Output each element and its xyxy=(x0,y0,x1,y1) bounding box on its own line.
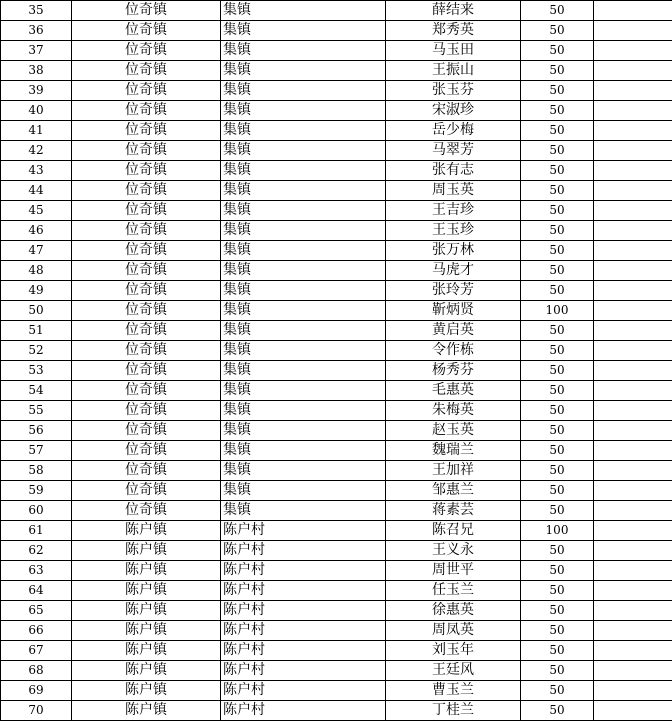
village-cell: 陈户村 xyxy=(221,541,386,561)
table-row xyxy=(1,321,672,341)
table-row xyxy=(1,421,672,441)
village-cell: 集镇 xyxy=(221,401,386,421)
table-row xyxy=(1,621,672,641)
name-cell: 张玉芬 xyxy=(386,81,521,101)
town-cell: 位奇镇 xyxy=(72,441,221,461)
town-cell: 位奇镇 xyxy=(72,181,221,201)
table-row xyxy=(1,141,672,161)
empty-cell xyxy=(594,401,672,421)
table-row xyxy=(1,301,672,321)
town-cell: 位奇镇 xyxy=(72,461,221,481)
town-cell: 陈户镇 xyxy=(72,601,221,621)
name-cell: 赵玉英 xyxy=(386,421,521,441)
amount-cell: 50 xyxy=(521,481,594,501)
empty-cell xyxy=(594,601,672,621)
name-cell: 王振山 xyxy=(386,61,521,81)
row-number-cell: 50 xyxy=(1,301,72,321)
row-number-cell: 56 xyxy=(1,421,72,441)
row-number-cell: 38 xyxy=(1,61,72,81)
empty-cell xyxy=(594,561,672,581)
table-row xyxy=(1,481,672,501)
amount-cell: 50 xyxy=(521,41,594,61)
amount-cell: 100 xyxy=(521,521,594,541)
town-cell: 位奇镇 xyxy=(72,221,221,241)
table-row xyxy=(1,181,672,201)
village-cell: 集镇 xyxy=(221,121,386,141)
town-cell: 位奇镇 xyxy=(72,1,221,21)
name-cell: 杨秀芬 xyxy=(386,361,521,381)
name-cell: 黄启英 xyxy=(386,321,521,341)
amount-cell: 50 xyxy=(521,261,594,281)
amount-cell: 50 xyxy=(521,701,594,721)
row-number-cell: 57 xyxy=(1,441,72,461)
village-cell: 集镇 xyxy=(221,461,386,481)
empty-cell xyxy=(594,421,672,441)
table-row xyxy=(1,101,672,121)
name-cell: 周凤英 xyxy=(386,621,521,641)
town-cell: 位奇镇 xyxy=(72,101,221,121)
village-cell: 集镇 xyxy=(221,501,386,521)
town-cell: 位奇镇 xyxy=(72,381,221,401)
town-cell: 陈户镇 xyxy=(72,541,221,561)
row-number-cell: 40 xyxy=(1,101,72,121)
name-cell: 任玉兰 xyxy=(386,581,521,601)
name-cell: 毛惠英 xyxy=(386,381,521,401)
row-number-cell: 65 xyxy=(1,601,72,621)
empty-cell xyxy=(594,641,672,661)
village-cell: 集镇 xyxy=(221,421,386,441)
village-cell: 集镇 xyxy=(221,361,386,381)
table-row xyxy=(1,521,672,541)
table-row xyxy=(1,341,672,361)
row-number-cell: 62 xyxy=(1,541,72,561)
empty-cell xyxy=(594,501,672,521)
name-cell: 王加祥 xyxy=(386,461,521,481)
row-number-cell: 47 xyxy=(1,241,72,261)
amount-cell: 50 xyxy=(521,401,594,421)
empty-cell xyxy=(594,661,672,681)
empty-cell xyxy=(594,701,672,721)
amount-cell: 50 xyxy=(521,561,594,581)
town-cell: 陈户镇 xyxy=(72,521,221,541)
town-cell: 陈户镇 xyxy=(72,561,221,581)
row-number-cell: 61 xyxy=(1,521,72,541)
row-number-cell: 58 xyxy=(1,461,72,481)
amount-cell: 50 xyxy=(521,21,594,41)
table-row xyxy=(1,581,672,601)
village-cell: 集镇 xyxy=(221,81,386,101)
amount-cell: 50 xyxy=(521,241,594,261)
village-cell: 集镇 xyxy=(221,261,386,281)
empty-cell xyxy=(594,81,672,101)
row-number-cell: 35 xyxy=(1,1,72,21)
empty-cell xyxy=(594,481,672,501)
town-cell: 位奇镇 xyxy=(72,241,221,261)
amount-cell: 50 xyxy=(521,61,594,81)
empty-cell xyxy=(594,621,672,641)
name-cell: 刘玉年 xyxy=(386,641,521,661)
amount-cell: 50 xyxy=(521,621,594,641)
row-number-cell: 52 xyxy=(1,341,72,361)
empty-cell xyxy=(594,141,672,161)
amount-cell: 50 xyxy=(521,461,594,481)
town-cell: 陈户镇 xyxy=(72,641,221,661)
village-cell: 陈户村 xyxy=(221,521,386,541)
empty-cell xyxy=(594,121,672,141)
village-cell: 陈户村 xyxy=(221,701,386,721)
row-number-cell: 60 xyxy=(1,501,72,521)
village-cell: 集镇 xyxy=(221,61,386,81)
table-row xyxy=(1,61,672,81)
village-cell: 集镇 xyxy=(221,21,386,41)
name-cell: 张有志 xyxy=(386,161,521,181)
empty-cell xyxy=(594,541,672,561)
row-number-cell: 41 xyxy=(1,121,72,141)
amount-cell: 50 xyxy=(521,441,594,461)
name-cell: 令作栋 xyxy=(386,341,521,361)
town-cell: 位奇镇 xyxy=(72,81,221,101)
amount-cell: 50 xyxy=(521,1,594,21)
town-cell: 位奇镇 xyxy=(72,41,221,61)
name-cell: 周世平 xyxy=(386,561,521,581)
name-cell: 郑秀英 xyxy=(386,21,521,41)
table-row xyxy=(1,501,672,521)
name-cell: 周玉英 xyxy=(386,181,521,201)
table-row xyxy=(1,241,672,261)
town-cell: 位奇镇 xyxy=(72,301,221,321)
village-cell: 陈户村 xyxy=(221,681,386,701)
village-cell: 陈户村 xyxy=(221,661,386,681)
row-number-cell: 46 xyxy=(1,221,72,241)
town-cell: 位奇镇 xyxy=(72,201,221,221)
row-number-cell: 37 xyxy=(1,41,72,61)
amount-cell: 50 xyxy=(521,321,594,341)
name-cell: 靳炳贤 xyxy=(386,301,521,321)
village-cell: 集镇 xyxy=(221,141,386,161)
empty-cell xyxy=(594,261,672,281)
row-number-cell: 51 xyxy=(1,321,72,341)
empty-cell xyxy=(594,41,672,61)
empty-cell xyxy=(594,241,672,261)
name-cell: 张玲芳 xyxy=(386,281,521,301)
name-cell: 王义永 xyxy=(386,541,521,561)
name-cell: 邹惠兰 xyxy=(386,481,521,501)
table-row xyxy=(1,281,672,301)
village-cell: 集镇 xyxy=(221,1,386,21)
empty-cell xyxy=(594,321,672,341)
town-cell: 陈户镇 xyxy=(72,701,221,721)
empty-cell xyxy=(594,301,672,321)
name-cell: 王玉珍 xyxy=(386,221,521,241)
amount-cell: 50 xyxy=(521,361,594,381)
amount-cell: 50 xyxy=(521,161,594,181)
table-row xyxy=(1,121,672,141)
town-cell: 位奇镇 xyxy=(72,61,221,81)
row-number-cell: 68 xyxy=(1,661,72,681)
name-cell: 马虎才 xyxy=(386,261,521,281)
town-cell: 位奇镇 xyxy=(72,481,221,501)
amount-cell: 50 xyxy=(521,181,594,201)
village-cell: 集镇 xyxy=(221,101,386,121)
row-number-cell: 59 xyxy=(1,481,72,501)
empty-cell xyxy=(594,581,672,601)
empty-cell xyxy=(594,201,672,221)
village-cell: 集镇 xyxy=(221,481,386,501)
row-number-cell: 67 xyxy=(1,641,72,661)
empty-cell xyxy=(594,681,672,701)
amount-cell: 50 xyxy=(521,341,594,361)
amount-cell: 50 xyxy=(521,541,594,561)
row-number-cell: 44 xyxy=(1,181,72,201)
table-row xyxy=(1,41,672,61)
row-number-cell: 69 xyxy=(1,681,72,701)
table-row xyxy=(1,201,672,221)
name-cell: 王廷风 xyxy=(386,661,521,681)
village-cell: 陈户村 xyxy=(221,621,386,641)
empty-cell xyxy=(594,61,672,81)
table-row xyxy=(1,441,672,461)
table-row xyxy=(1,261,672,281)
amount-cell: 50 xyxy=(521,101,594,121)
row-number-cell: 48 xyxy=(1,261,72,281)
amount-cell: 50 xyxy=(521,681,594,701)
name-cell: 朱梅英 xyxy=(386,401,521,421)
amount-cell: 50 xyxy=(521,501,594,521)
row-number-cell: 49 xyxy=(1,281,72,301)
town-cell: 位奇镇 xyxy=(72,501,221,521)
village-cell: 集镇 xyxy=(221,321,386,341)
table-row xyxy=(1,81,672,101)
town-cell: 陈户镇 xyxy=(72,621,221,641)
amount-cell: 50 xyxy=(521,661,594,681)
name-cell: 徐惠英 xyxy=(386,601,521,621)
village-cell: 集镇 xyxy=(221,241,386,261)
roster-table-body xyxy=(1,1,672,721)
row-number-cell: 45 xyxy=(1,201,72,221)
village-cell: 集镇 xyxy=(221,201,386,221)
row-number-cell: 36 xyxy=(1,21,72,41)
village-cell: 陈户村 xyxy=(221,641,386,661)
town-cell: 位奇镇 xyxy=(72,401,221,421)
name-cell: 马翠芳 xyxy=(386,141,521,161)
name-cell: 蒋素芸 xyxy=(386,501,521,521)
village-cell: 集镇 xyxy=(221,381,386,401)
town-cell: 位奇镇 xyxy=(72,21,221,41)
village-cell: 陈户村 xyxy=(221,601,386,621)
town-cell: 位奇镇 xyxy=(72,361,221,381)
name-cell: 曹玉兰 xyxy=(386,681,521,701)
row-number-cell: 63 xyxy=(1,561,72,581)
town-cell: 位奇镇 xyxy=(72,161,221,181)
amount-cell: 50 xyxy=(521,221,594,241)
name-cell: 马玉田 xyxy=(386,41,521,61)
village-cell: 集镇 xyxy=(221,281,386,301)
village-cell: 集镇 xyxy=(221,181,386,201)
row-number-cell: 53 xyxy=(1,361,72,381)
town-cell: 陈户镇 xyxy=(72,661,221,681)
amount-cell: 50 xyxy=(521,581,594,601)
amount-cell: 50 xyxy=(521,141,594,161)
name-cell: 丁桂兰 xyxy=(386,701,521,721)
amount-cell: 50 xyxy=(521,201,594,221)
name-cell: 魏瑞兰 xyxy=(386,441,521,461)
town-cell: 位奇镇 xyxy=(72,141,221,161)
table-row xyxy=(1,381,672,401)
village-cell: 陈户村 xyxy=(221,561,386,581)
table-row xyxy=(1,601,672,621)
row-number-cell: 43 xyxy=(1,161,72,181)
table-row xyxy=(1,701,672,721)
empty-cell xyxy=(594,101,672,121)
name-cell: 张万林 xyxy=(386,241,521,261)
row-number-cell: 54 xyxy=(1,381,72,401)
empty-cell xyxy=(594,21,672,41)
amount-cell: 50 xyxy=(521,421,594,441)
table-row xyxy=(1,561,672,581)
town-cell: 位奇镇 xyxy=(72,121,221,141)
town-cell: 位奇镇 xyxy=(72,261,221,281)
row-number-cell: 70 xyxy=(1,701,72,721)
row-number-cell: 66 xyxy=(1,621,72,641)
empty-cell xyxy=(594,341,672,361)
table-row xyxy=(1,361,672,381)
town-cell: 位奇镇 xyxy=(72,321,221,341)
name-cell: 岳少梅 xyxy=(386,121,521,141)
village-cell: 集镇 xyxy=(221,441,386,461)
empty-cell xyxy=(594,381,672,401)
amount-cell: 50 xyxy=(521,81,594,101)
empty-cell xyxy=(594,1,672,21)
name-cell: 陈召兄 xyxy=(386,521,521,541)
town-cell: 位奇镇 xyxy=(72,341,221,361)
table-row xyxy=(1,681,672,701)
village-cell: 集镇 xyxy=(221,161,386,181)
village-cell: 集镇 xyxy=(221,41,386,61)
village-cell: 集镇 xyxy=(221,301,386,321)
empty-cell xyxy=(594,281,672,301)
table-row xyxy=(1,641,672,661)
empty-cell xyxy=(594,221,672,241)
empty-cell xyxy=(594,521,672,541)
empty-cell xyxy=(594,441,672,461)
empty-cell xyxy=(594,181,672,201)
amount-cell: 100 xyxy=(521,301,594,321)
amount-cell: 50 xyxy=(521,641,594,661)
town-cell: 位奇镇 xyxy=(72,281,221,301)
town-cell: 位奇镇 xyxy=(72,421,221,441)
village-cell: 集镇 xyxy=(221,221,386,241)
table-row xyxy=(1,661,672,681)
empty-cell xyxy=(594,361,672,381)
town-cell: 陈户镇 xyxy=(72,581,221,601)
name-cell: 王吉珍 xyxy=(386,201,521,221)
row-number-cell: 55 xyxy=(1,401,72,421)
row-number-cell: 39 xyxy=(1,81,72,101)
table-row xyxy=(1,461,672,481)
table-row xyxy=(1,401,672,421)
amount-cell: 50 xyxy=(521,601,594,621)
amount-cell: 50 xyxy=(521,281,594,301)
empty-cell xyxy=(594,161,672,181)
empty-cell xyxy=(594,461,672,481)
amount-cell: 50 xyxy=(521,381,594,401)
town-cell: 陈户镇 xyxy=(72,681,221,701)
name-cell: 薛结来 xyxy=(386,1,521,21)
table-row xyxy=(1,541,672,561)
amount-cell: 50 xyxy=(521,121,594,141)
row-number-cell: 64 xyxy=(1,581,72,601)
village-cell: 集镇 xyxy=(221,341,386,361)
table-row xyxy=(1,1,672,21)
name-cell: 宋淑珍 xyxy=(386,101,521,121)
table-row xyxy=(1,221,672,241)
village-cell: 陈户村 xyxy=(221,581,386,601)
row-number-cell: 42 xyxy=(1,141,72,161)
table-row xyxy=(1,21,672,41)
table-row xyxy=(1,161,672,181)
